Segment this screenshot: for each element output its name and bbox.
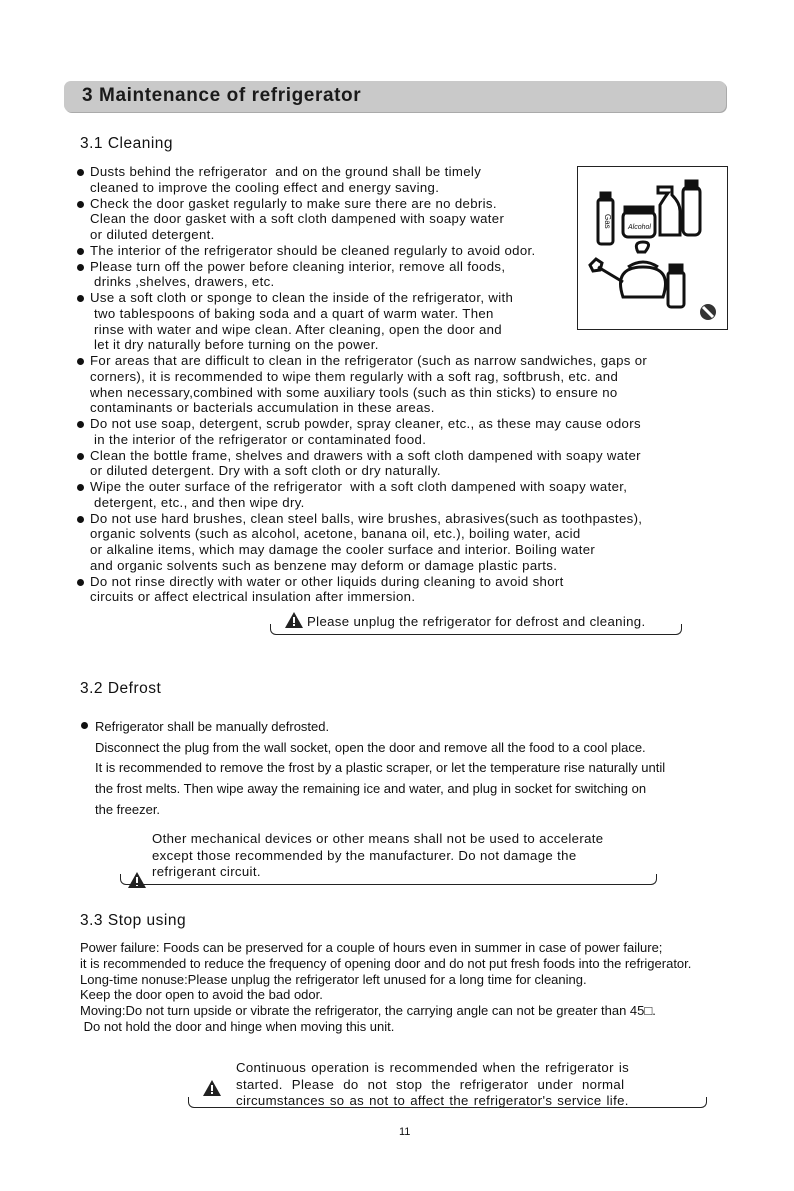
cleaning-list-item [76,290,647,353]
defrost-text [80,717,665,821]
warning-bracket [120,874,657,885]
cleaning-list-item [76,353,647,416]
stop-line: Keep the door open to avoid the bad odor. [80,987,323,1003]
list-item-line: circuits or affect electrical insulation after immersion. [90,589,416,605]
cleaning-list-item [76,416,647,448]
defrost-line: the frost melts. Then wipe away the remaining ice and water, and plug in socket for switching on [95,781,647,797]
cleaning-products-illustration [577,166,728,330]
alcohol-label: Alcohol [628,224,651,231]
list-item-line: rinse with water and wipe clean. After cleaning, open the door and [90,321,502,337]
list-item-line: cleaned to improve the cooling effect and energy saving. [90,179,440,195]
section-title-defrost: 3.2 Defrost [80,680,162,697]
cleaning-list-item [76,164,647,196]
warning-triangle-icon [203,1080,221,1096]
cleaning-list-item [76,448,647,480]
warning-bracket [188,1097,707,1108]
list-item-line: Do not use hard brushes, clean steel balls, wire brushes, abrasives(such as toothpastes), [90,510,643,526]
cleaning-list-item [76,196,647,243]
list-item-line: Do not rinse directly with water or other liquids during cleaning to avoid short [90,573,564,589]
stop-line: Power failure: Foods can be preserved for a couple of hours even in summer in case of power failure; [80,940,663,955]
stop-line: Long-time nonuse:Please unplug the refrigerator left unused for a long time for cleaning. [80,971,587,987]
warning-bracket [270,624,682,635]
list-item-line: corners), it is recommended to wipe them regularly with a soft rag, softbrush, etc. and [90,368,619,384]
list-item-line: Dusts behind the refrigerator and on the ground shall be timely [90,164,482,179]
list-item-line: two tablespoons of baking soda and a quart of warm water. Then [90,305,494,321]
cleaning-list [76,164,647,605]
defrost-line: Disconnect the plug from the wall socket, open the door and remove all the food to a cool place. [95,739,646,755]
warning-line: circumstances so as not to affect the refrigerator's service life. [236,1093,629,1108]
warning-line: refrigerant circuit. [152,864,261,879]
list-item-line: Do not use soap, detergent, scrub powder, spray cleaner, etc., as these may cause odors [90,416,641,431]
list-item-line: Clean the bottle frame, shelves and drawers with a soft cloth dampened with soapy water [90,447,641,463]
warning-line: except those recommended by the manufacturer. Do not damage the [152,847,577,863]
chapter-title: 3 Maintenance of refrigerator [82,85,362,106]
warning-line: started. Please do not stop the refrigerator under normal [236,1076,625,1092]
list-item-line: Please turn off the power before cleaning interior, remove all foods, [90,258,506,274]
list-item-line: For areas that are difficult to clean in the refrigerator (such as narrow sandwiches, gaps or [90,353,648,368]
list-item-line: when necessary,combined with some auxiliary tools (such as thin sticks) to ensure no [90,384,618,400]
stop-using-text [80,940,691,1035]
warning-line: Continuous operation is recommended when the refrigerator is [236,1060,630,1075]
list-item-line: The interior of the refrigerator should be cleaned regularly to avoid odor. [90,242,536,258]
chapter-header [64,81,726,112]
list-item-line: or diluted detergent. Dry with a soft cloth or dry naturally. [90,463,441,479]
stop-line: Moving:Do not turn upside or vibrate the refrigerator, the carrying angle can not be greater than 45□. [80,1003,656,1018]
section-title-cleaning: 3.1 Cleaning [80,135,174,152]
defrost-line: It is recommended to remove the frost by a plastic scraper, or let the temperature rise naturally until [95,760,666,776]
list-item-line: Wipe the outer surface of the refrigerator with a soft cloth dampened with soapy water, [90,479,628,494]
list-item-line: drinks ,shelves, drawers, etc. [90,274,275,290]
list-item-line: and organic solvents such as benzene may deform or damage plastic parts. [90,557,558,573]
cleaning-list-item [76,259,647,291]
stop-line: it is recommended to reduce the frequency of opening door and do not put fresh foods into the refrigerator. [80,955,692,971]
defrost-line: Refrigerator shall be manually defrosted. [80,717,665,738]
cleaning-list-item [76,479,647,511]
list-item-line: Check the door gasket regularly to make sure there are no debris. [90,195,497,211]
section-title-stop-using: 3.3 Stop using [80,912,187,929]
list-item-line: or alkaline items, which may damage the cooler surface and interior. Boiling water [90,542,596,557]
warning-line: Other mechanical devices or other means shall not be used to accelerate [152,831,604,846]
list-item-line: organic solvents (such as alcohol, acetone, banana oil, etc.), boiling water, acid [90,526,581,542]
cleaning-list-item [76,574,647,606]
list-item-line: Clean the door gasket with a soft cloth dampened with soapy water [90,211,505,227]
cleaning-list-item [76,243,647,259]
page-number: 11 [399,1126,411,1138]
defrost-line: the freezer. [95,801,161,817]
gas-label: Gas [603,214,612,229]
list-item-line: in the interior of the refrigerator or contaminated food. [90,431,427,447]
warning-text: Please unplug the refrigerator for defrost and cleaning. [307,614,646,629]
stop-line: Do not hold the door and hinge when moving this unit. [80,1018,395,1034]
list-item-line: Use a soft cloth or sponge to clean the inside of the refrigerator, with [90,290,514,305]
list-item-line: let it dry naturally before turning on the power. [90,337,379,353]
list-item-line: detergent, etc., and then wipe dry. [90,494,305,510]
list-item-line: or diluted detergent. [90,227,215,242]
cleaning-list-item [76,511,647,574]
list-item-line: contaminants or bacterials accumulation in these areas. [90,400,435,416]
